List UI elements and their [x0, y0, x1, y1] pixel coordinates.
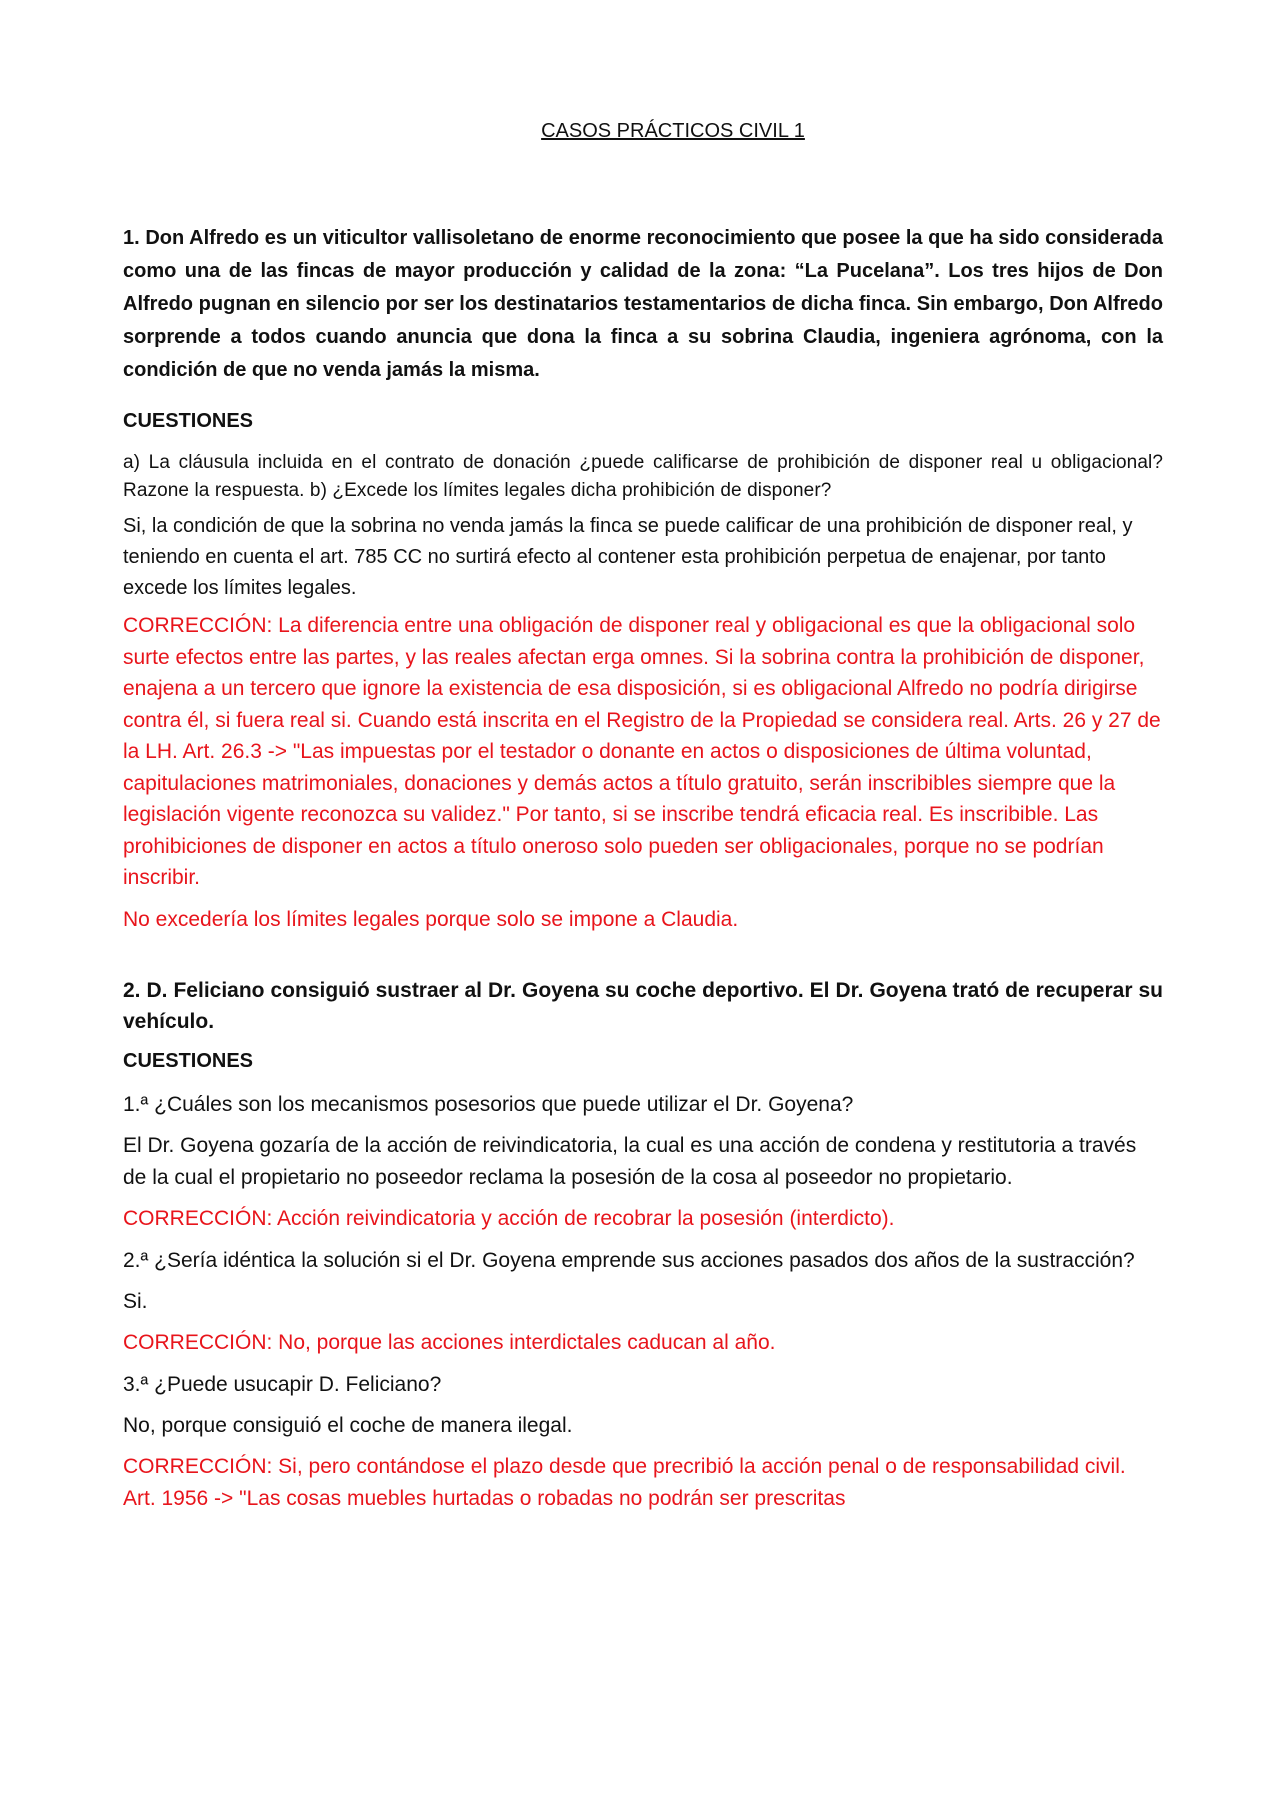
case1-correction-limits: No excedería los límites legales porque solo se impone a Claudia. — [123, 907, 739, 931]
document-title: CASOS PRÁCTICOS CIVIL 1 — [541, 120, 805, 142]
case1-correction: CORRECCIÓN: La diferencia entre una obligación de disponer real y obligacional es que la obligacional solo surte efectos entre las partes, y las reales afectan erga omnes. Si la sobrina contra la prohibición de disponer, enajena a un tercero que ignore la existencia de esa disposición, si es obligacional Alfredo no podría dirigirse contra él, si fuera real si. Cuando está inscrita en el Registro de la Propiedad se considera real. Arts. 26 y 27 de la LH. Art. 26.3 -> "Las impuestas por el testador o donante en actos o disposiciones de última voluntad, capitulaciones matrimoniales, donaciones y demás actos a título gratuito, serán inscribibles siempre que la legislación vigente reconozca su validez." Por tanto, si se inscribe tendrá eficacia real. Es inscribible. Las prohibiciones de disponer en actos a título oneroso solo pueden ser obligacionales, porque no se podrían inscribir. — [123, 614, 1161, 889]
case1-cuestiones-heading: CUESTIONES — [123, 410, 254, 432]
case1-statement: 1. Don Alfredo es un viticultor vallisoletano de enorme reconocimiento que posee la que ha sido considerada como una de las fincas de mayor producción y calidad de la zona: “La Pucelana”. Los tres hijos de Don Alfredo pugnan en silencio por ser los destinatarios testamentarios de dicha finca. Sin embargo, Don Alfredo sorprende a todos cuando anuncia que dona la finca a su sobrina Claudia, ingeniera agrónoma, con la condición de que no venda jamás la misma. — [123, 227, 1163, 381]
case1-answer: Si, la condición de que la sobrina no venda jamás la finca se puede calificar de una prohibición de disponer real, y teniendo en cuenta el art. 785 CC no surtirá efecto al contener esta prohibición perpetua de enajenar, por tanto excede los límites legales. — [123, 515, 1133, 599]
case2-question-1: 1.ª ¿Cuáles son los mecanismos posesorios que puede utilizar el Dr. Goyena? — [123, 1093, 854, 1116]
case2-answer-3: No, porque consiguió el coche de manera ilegal. — [123, 1413, 573, 1437]
case2-correction-1: CORRECCIÓN: Acción reivindicatoria y acción de recobrar la posesión (interdicto). — [123, 1207, 895, 1230]
document-body — [123, 120, 1163, 1514]
case2-answer-1: El Dr. Goyena gozaría de la acción de reivindicatoria, la cual es una acción de condena y restitutoria a través de la cual el propietario no poseedor reclama la posesión de la cosa al poseedor no propietario. — [123, 1134, 1137, 1189]
case2-question-2: 2.ª ¿Sería idéntica la solución si el Dr. Goyena emprende sus acciones pasados dos años de la sustracción? — [123, 1248, 1135, 1272]
case1-question: a) La cláusula incluida en el contrato de donación ¿puede calificarse de prohibición de disponer real u obligacional? Razone la respuesta. b) ¿Excede los límites legales dicha prohibición de disponer? — [123, 452, 1163, 501]
case2-answer-2: Si. — [123, 1289, 148, 1313]
case2-statement: 2. D. Feliciano consiguió sustraer al Dr. Goyena su coche deportivo. El Dr. Goyena trató de recuperar su vehículo. — [123, 979, 1163, 1033]
case2-correction-2: CORRECCIÓN: No, porque las acciones interdictales caducan al año. — [123, 1331, 776, 1354]
case2-correction-3: CORRECCIÓN: Si, pero contándose el plazo desde que precribió la acción penal o de responsabilidad civil. Art. 1956 -> "Las cosas muebles hurtadas o robadas no podrán ser prescritas — [123, 1455, 1126, 1510]
case2-question-3: 3.ª ¿Puede usucapir D. Feliciano? — [123, 1372, 442, 1396]
case2-cuestiones-heading: CUESTIONES — [123, 1050, 254, 1072]
